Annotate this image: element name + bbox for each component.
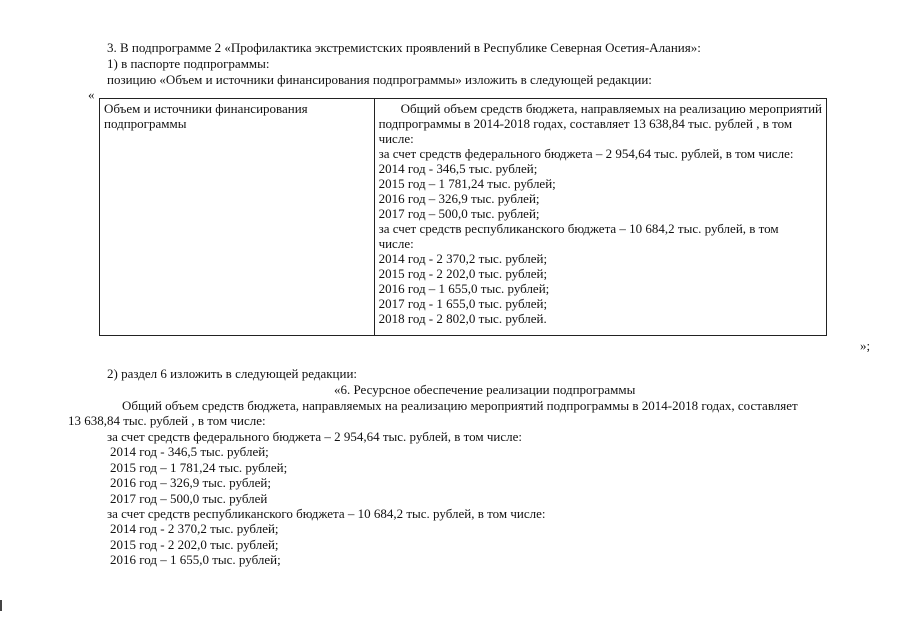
list-item: за счет средств республиканского бюджета – 10 684,2 тыс. рублей, в том числе: <box>107 506 546 521</box>
value-line: 2016 год – 326,9 тыс. рублей; <box>378 191 540 206</box>
heading-line-position: позицию «Объем и источники финансирования подпрограммы» изложить в следующей редакции: <box>107 72 652 87</box>
value-line: 2015 год - 2 202,0 тыс. рублей; <box>378 266 548 281</box>
value-line: за счет средств федерального бюджета – 2 954,64 тыс. рублей, в том числе: <box>378 146 794 161</box>
value-line: 2017 год - 1 655,0 тыс. рублей; <box>378 296 548 311</box>
value-line: числе: <box>378 131 414 146</box>
section2-paragraph-line: Общий объем средств бюджета, направляемых на реализацию мероприятий подпрограммы в 2014-2018 годах, составляет <box>122 398 798 413</box>
value-line: 2016 год – 1 655,0 тыс. рублей; <box>378 281 550 296</box>
value-line: 2014 год - 2 370,2 тыс. рублей; <box>378 251 548 266</box>
scan-margin-mark <box>0 600 2 611</box>
label-line: подпрограммы <box>104 116 187 131</box>
list-item: 2014 год - 2 370,2 тыс. рублей; <box>110 521 279 536</box>
list-item: 2016 год – 1 655,0 тыс. рублей; <box>110 552 281 567</box>
list-item: 2016 год – 326,9 тыс. рублей; <box>110 475 271 490</box>
section2-paragraph-line: 13 638,84 тыс. рублей , в том числе: <box>68 413 266 428</box>
value-line: числе: <box>378 236 414 251</box>
value-line: за счет средств республиканского бюджета – 10 684,2 тыс. рублей, в том <box>378 221 779 236</box>
list-item: за счет средств федерального бюджета – 2 954,64 тыс. рублей, в том числе: <box>107 429 522 444</box>
financing-table-label-cell <box>100 99 375 335</box>
funding-year-list <box>110 444 287 506</box>
list-item: 2017 год – 500,0 тыс. рублей <box>110 490 268 506</box>
value-line: 2015 год – 1 781,24 тыс. рублей; <box>378 176 556 191</box>
heading-line-passport: 1) в паспорте подпрограммы: <box>107 56 270 71</box>
value-line: 2018 год - 2 802,0 тыс. рублей. <box>378 311 547 326</box>
value-line: 2017 год – 500,0 тыс. рублей; <box>378 206 540 221</box>
label-line: Объем и источники финансирования <box>104 101 308 116</box>
value-line: подпрограммы в 2014-2018 годах, составляет 13 638,84 тыс. рублей , в том <box>378 116 793 131</box>
value-line: 2014 год - 346,5 тыс. рублей; <box>378 161 538 176</box>
open-quote: « <box>88 87 95 102</box>
financing-table-value-cell <box>375 99 826 335</box>
heading-line-subprogram: 3. В подпрограмме 2 «Профилактика экстремистских проявлений в Республике Северная Осетия-Алания»: <box>107 40 701 55</box>
list-item: 2015 год – 1 781,24 тыс. рублей; <box>110 459 288 475</box>
list-item: 2014 год - 346,5 тыс. рублей; <box>110 444 269 459</box>
close-quote: »; <box>860 338 871 353</box>
value-line: Общий объем средств бюджета, направляемых на реализацию мероприятий <box>400 101 822 116</box>
financing-table <box>99 98 827 336</box>
section2-intro: 2) раздел 6 изложить в следующей редакции: <box>107 366 358 381</box>
section2-title: «6. Ресурсное обеспечение реализации подпрограммы <box>334 382 636 397</box>
list-item: 2015 год - 2 202,0 тыс. рублей; <box>110 536 279 552</box>
funding-year-list <box>110 521 281 568</box>
